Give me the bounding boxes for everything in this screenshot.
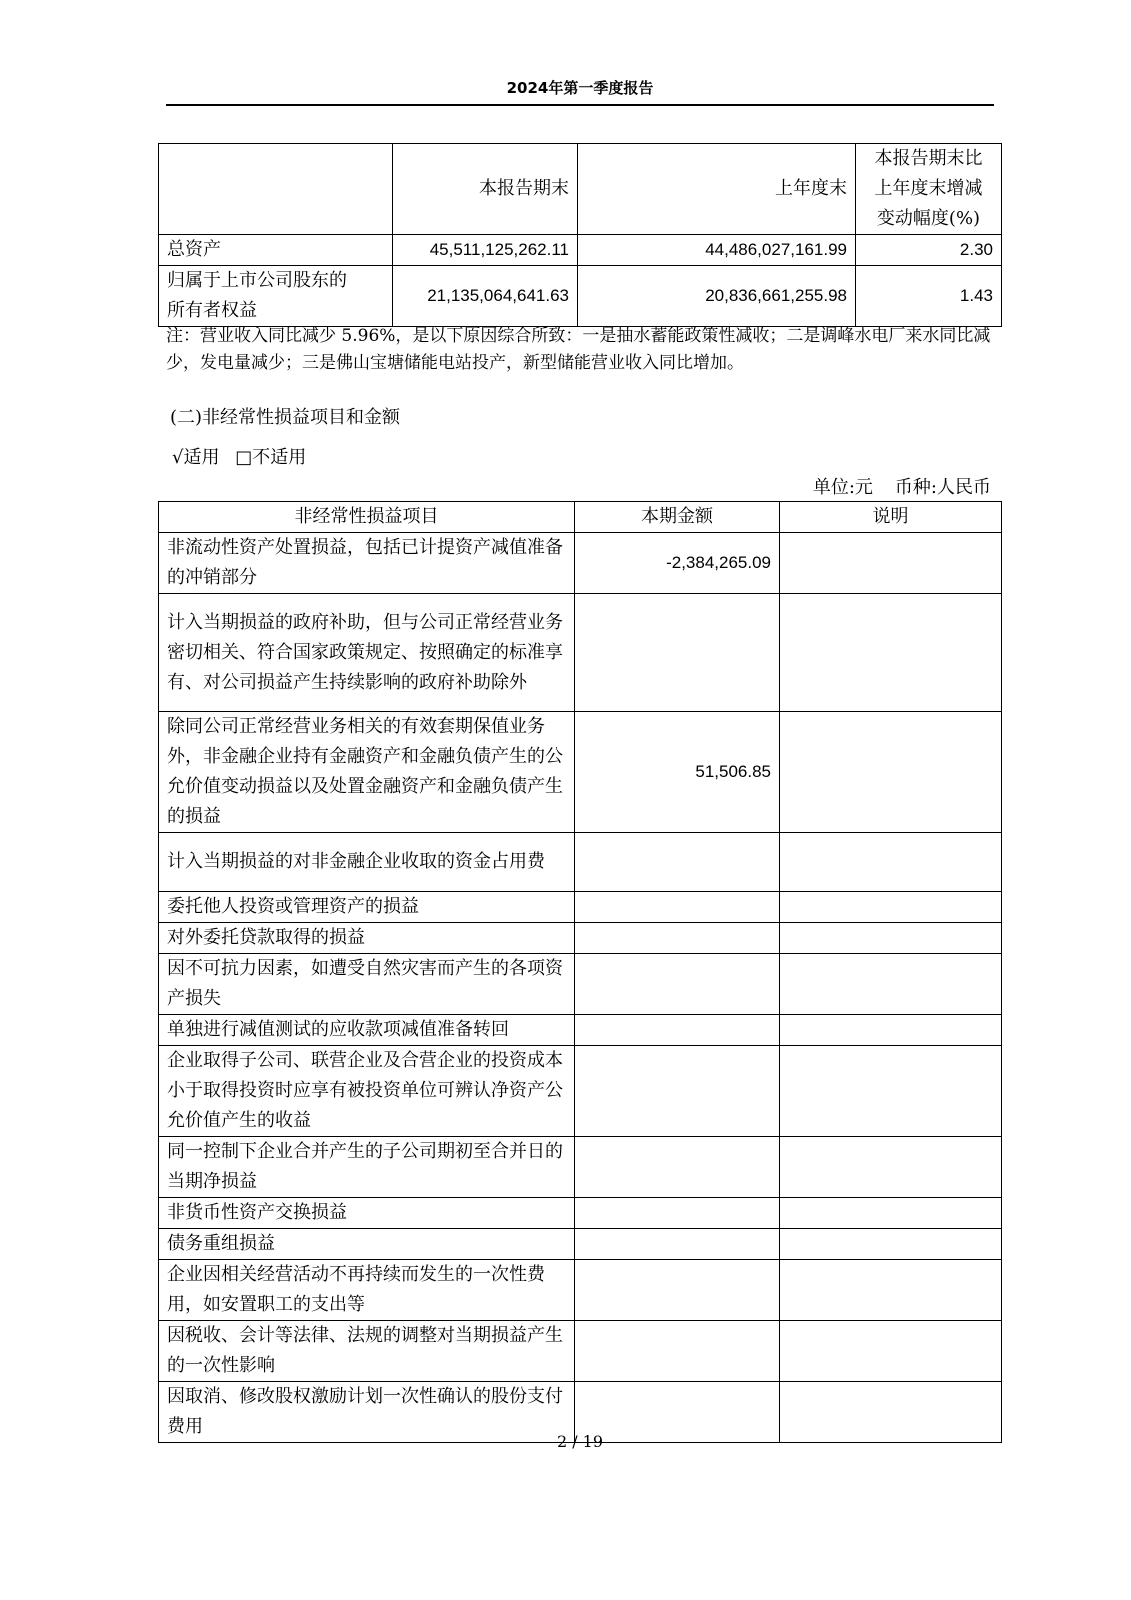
prior-year-value: 44,486,027,161.99 bbox=[578, 235, 856, 266]
table-header-cell bbox=[856, 144, 1002, 235]
note-cell bbox=[780, 1260, 1002, 1321]
note-cell bbox=[780, 833, 1002, 892]
change-percent-value: 1.43 bbox=[856, 266, 1002, 327]
amount-cell bbox=[575, 923, 780, 954]
item-cell: 企业取得子公司、联营企业及合营企业的投资成本小于取得投资时应享有被投资单位可辨认净资产公允价值产生的收益 bbox=[159, 1046, 575, 1137]
header-line: 上年度末增减 bbox=[874, 178, 983, 199]
currency-label: 币种:人民币 bbox=[894, 477, 991, 498]
row-label bbox=[159, 266, 393, 327]
revenue-note: 注：营业收入同比减少 5.96%，是以下原因综合所致：一是抽水蓄能政策性减收；二是调峰水电厂来水同比减少，发电量减少；三是佛山宝塘储能电站投产，新型储能营业收入同比增加。 bbox=[166, 326, 991, 373]
not-applicable-option: □不适用 bbox=[235, 447, 307, 468]
table-row bbox=[159, 1321, 1002, 1382]
item-cell: 企业因相关经营活动不再持续而发生的一次性费用，如安置职工的支出等 bbox=[159, 1260, 575, 1321]
table-row bbox=[159, 954, 1002, 1015]
amount-cell bbox=[575, 1046, 780, 1137]
table-header-row bbox=[159, 144, 1002, 235]
label-line: 所有者权益 bbox=[167, 300, 257, 321]
amount-cell bbox=[575, 594, 780, 712]
note-cell bbox=[780, 533, 1002, 594]
note-cell bbox=[780, 892, 1002, 923]
table-header-cell bbox=[159, 144, 393, 235]
item-cell: 因不可抗力因素，如遭受自然灾害而产生的各项资产损失 bbox=[159, 954, 575, 1015]
table-row bbox=[159, 594, 1002, 712]
table-header-cell: 非经常性损益项目 bbox=[159, 502, 575, 533]
note-cell bbox=[780, 954, 1002, 1015]
item-cell: 对外委托贷款取得的损益 bbox=[159, 923, 575, 954]
table-header-row bbox=[159, 502, 1002, 533]
item-cell: 计入当期损益的对非金融企业收取的资金占用费 bbox=[159, 833, 575, 892]
report-header-title: 2024年第一季度报告 bbox=[506, 79, 654, 97]
table-row bbox=[159, 1260, 1002, 1321]
applicable-option: √适用 bbox=[172, 447, 220, 468]
note-cell bbox=[780, 712, 1002, 833]
table-row bbox=[159, 712, 1002, 833]
table-header-cell: 本报告期末 bbox=[393, 144, 578, 235]
amount-cell bbox=[575, 1137, 780, 1198]
section-title: (二)非经常性损益项目和金额 bbox=[170, 407, 401, 428]
change-percent-value: 2.30 bbox=[856, 235, 1002, 266]
note-cell bbox=[780, 1015, 1002, 1046]
prior-year-value: 20,836,661,255.98 bbox=[578, 266, 856, 327]
amount-cell: 51,506.85 bbox=[575, 712, 780, 833]
label-line: 归属于上市公司股东的 bbox=[167, 270, 347, 291]
table-row bbox=[159, 533, 1002, 594]
table-row bbox=[159, 266, 1002, 327]
unit-label: 单位:元 bbox=[812, 477, 873, 498]
table-header-cell: 说明 bbox=[780, 502, 1002, 533]
item-cell: 委托他人投资或管理资产的损益 bbox=[159, 892, 575, 923]
amount-cell: -2,384,265.09 bbox=[575, 533, 780, 594]
table-row bbox=[159, 833, 1002, 892]
header-line: 本报告期末比 bbox=[874, 148, 983, 169]
note-cell bbox=[780, 1137, 1002, 1198]
item-cell: 除同公司正常经营业务相关的有效套期保值业务外，非金融企业持有金融资产和金融负债产生的公允价值变动损益以及处置金融资产和金融负债产生的损益 bbox=[159, 712, 575, 833]
amount-cell bbox=[575, 1229, 780, 1260]
item-cell: 因税收、会计等法律、法规的调整对当期损益产生的一次性影响 bbox=[159, 1321, 575, 1382]
note-cell bbox=[780, 1321, 1002, 1382]
item-cell: 因取消、修改股权激励计划一次性确认的股份支付费用 bbox=[159, 1382, 575, 1443]
unit-currency-label bbox=[813, 475, 991, 501]
table-row bbox=[159, 235, 1002, 266]
note-cell bbox=[780, 1198, 1002, 1229]
item-cell: 同一控制下企业合并产生的子公司期初至合并日的当期净损益 bbox=[159, 1137, 575, 1198]
table-row bbox=[159, 1046, 1002, 1137]
amount-cell bbox=[575, 954, 780, 1015]
table-row bbox=[159, 923, 1002, 954]
amount-cell bbox=[575, 892, 780, 923]
item-cell: 债务重组损益 bbox=[159, 1229, 575, 1260]
header-line: 变动幅度(%) bbox=[876, 208, 981, 229]
non-recurring-items-table bbox=[158, 501, 1002, 1443]
table-header-cell: 上年度末 bbox=[578, 144, 856, 235]
note-cell bbox=[780, 1229, 1002, 1260]
item-cell: 非流动性资产处置损益，包括已计提资产减值准备的冲销部分 bbox=[159, 533, 575, 594]
table-row bbox=[159, 892, 1002, 923]
amount-cell bbox=[575, 833, 780, 892]
balance-summary-table bbox=[158, 143, 1002, 327]
table-row bbox=[159, 1015, 1002, 1046]
page-number: 2 / 19 bbox=[556, 1432, 604, 1451]
note-cell bbox=[780, 1046, 1002, 1137]
table-row bbox=[159, 1137, 1002, 1198]
table-row bbox=[159, 1229, 1002, 1260]
item-cell: 非货币性资产交换损益 bbox=[159, 1198, 575, 1229]
amount-cell bbox=[575, 1321, 780, 1382]
amount-cell bbox=[575, 1198, 780, 1229]
amount-cell bbox=[575, 1260, 780, 1321]
current-period-value: 45,511,125,262.11 bbox=[393, 235, 578, 266]
row-label: 总资产 bbox=[159, 235, 393, 266]
header-divider bbox=[166, 104, 994, 106]
amount-cell bbox=[575, 1015, 780, 1046]
note-cell bbox=[780, 594, 1002, 712]
current-period-value: 21,135,064,641.63 bbox=[393, 266, 578, 327]
item-cell: 计入当期损益的政府补助，但与公司正常经营业务密切相关、符合国家政策规定、按照确定的标准享有、对公司损益产生持续影响的政府补助除外 bbox=[159, 594, 575, 712]
table-row bbox=[159, 1198, 1002, 1229]
note-cell bbox=[780, 923, 1002, 954]
table-header-cell: 本期金额 bbox=[575, 502, 780, 533]
item-cell: 单独进行减值测试的应收款项减值准备转回 bbox=[159, 1015, 575, 1046]
applicability-options bbox=[172, 445, 306, 471]
